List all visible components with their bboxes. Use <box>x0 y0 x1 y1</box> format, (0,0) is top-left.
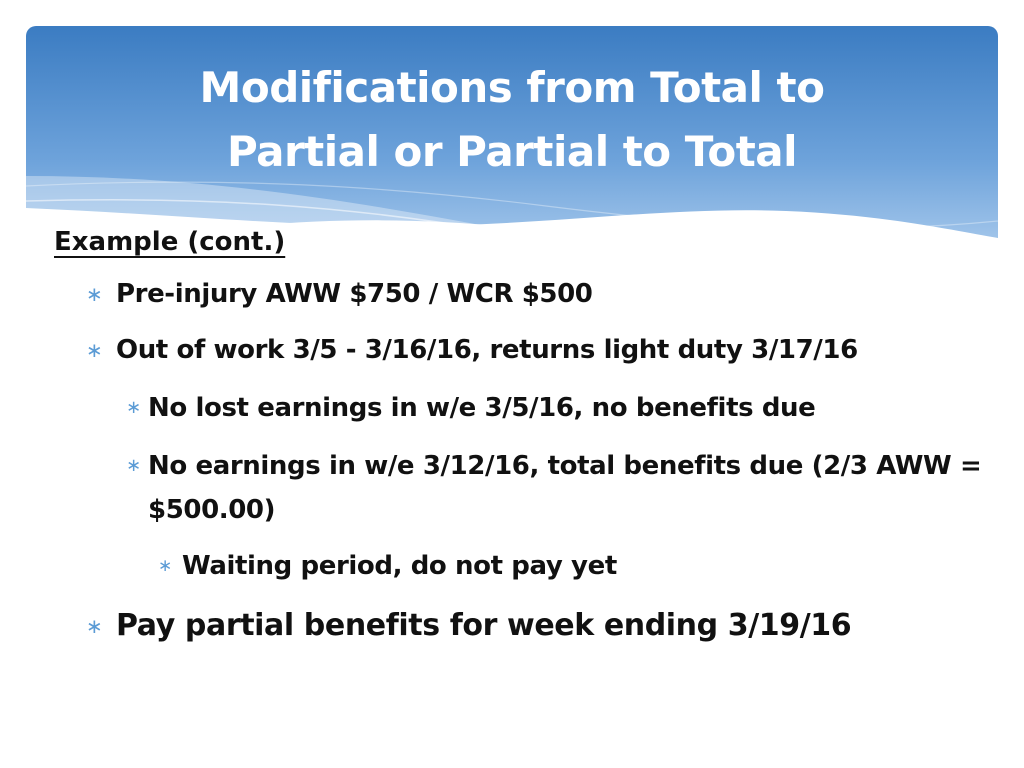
list-item-text: Pay partial benefits for week ending 3/19/16 <box>116 608 852 643</box>
list-item <box>54 330 994 370</box>
asterisk-bullet-icon: ∗ <box>126 397 141 418</box>
section-heading: Example (cont.) <box>54 227 286 257</box>
list-item <box>54 386 994 430</box>
list-item-text: No lost earnings in w/e 3/5/16, no benefits due <box>148 393 816 423</box>
asterisk-bullet-icon: ∗ <box>86 282 103 306</box>
list-item-text: Out of work 3/5 - 3/16/16, returns light duty 3/17/16 <box>116 335 858 365</box>
list-item <box>54 604 994 648</box>
list-item <box>54 546 994 586</box>
asterisk-bullet-icon: ∗ <box>158 556 172 576</box>
asterisk-bullet-icon: ∗ <box>126 455 141 476</box>
list-item-text: No earnings in w/e 3/12/16, total benefits due (2/3 AWW = $500.00) <box>148 451 982 525</box>
slide-body <box>54 222 994 664</box>
slide-title <box>26 56 998 184</box>
list-item <box>54 274 994 314</box>
list-item-text: Waiting period, do not pay yet <box>182 551 617 581</box>
list-item <box>54 444 994 532</box>
title-line-1: Modifications from Total to <box>199 63 825 112</box>
list-item-text: Pre-injury AWW $750 / WCR $500 <box>116 279 593 309</box>
asterisk-bullet-icon: ∗ <box>86 338 103 362</box>
asterisk-bullet-icon: ∗ <box>86 614 103 638</box>
title-line-2: Partial or Partial to Total <box>226 127 798 176</box>
